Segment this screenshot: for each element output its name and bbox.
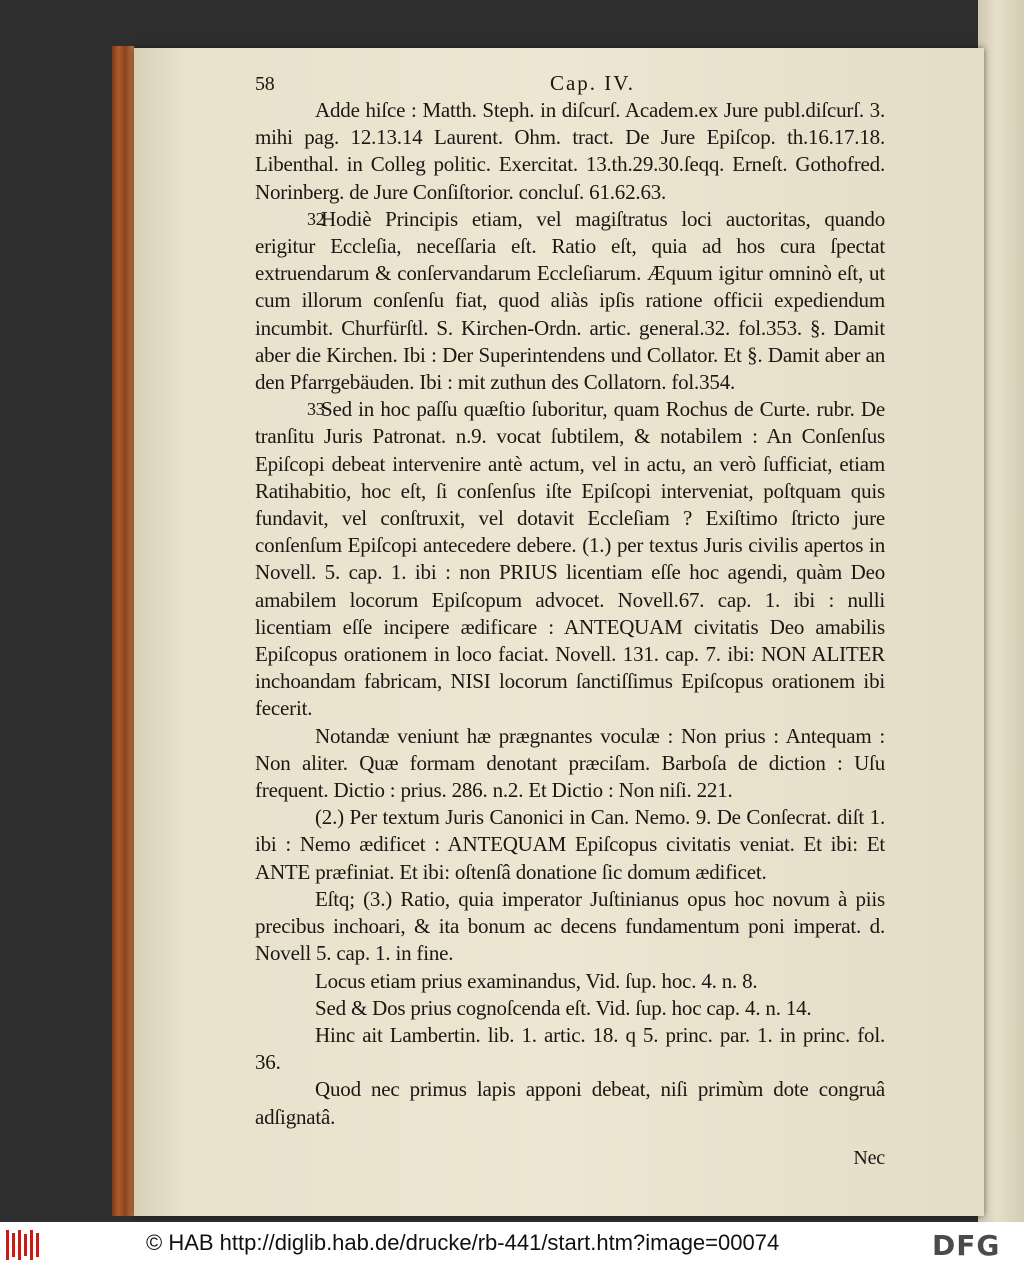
paragraph-notandae [255, 723, 885, 805]
paragraph-ratio [255, 886, 885, 968]
book-edge [112, 46, 134, 1216]
paragraph-32 [255, 206, 885, 396]
paragraph-text: Notandæ veniunt hæ prægnantes voculæ : Non prius : Antequam : Non aliter. Quæ formam denotant præciſam. Barboſa de diction : Uſu frequent. Dictio : prius. 286. n.2. Et Dictio : Non niſi. 221. [255, 723, 885, 803]
paragraph-text: Eſtq; (3.) Ratio, quia imperator Juſtinianus opus hoc novum à piis precibus inchoari, & ita bonum ac decens fundamentum poni imperat. d. Novell 5. cap. 1. in fine. [255, 886, 885, 966]
margin-number: 32 [307, 208, 325, 229]
hab-logo-icon [4, 1230, 44, 1260]
paragraph-text: Adde hiſce : Matth. Steph. in diſcurſ. Academ.ex Jure publ.diſcurſ. 3. mihi pag. 12.13.14 Laurent. Ohm. tract. De Jure Epiſcop. th.16.17.18. Libenthal. in Colleg politic. Exercitat. 13.th.29.30.ſeqq. Erneſt. Gothofred. Norinberg. de Jure Conſiſtorior. concluſ. 61.62.63. [255, 98, 885, 204]
paragraph-text: Hinc ait Lambertin. lib. 1. artic. 18. q 5. princ. par. 1. in princ. fol. 36. [255, 1022, 885, 1075]
paragraph-text: Sed in hoc paſſu quæſtio ſuboritur, quam Rochus de Curte. rubr. De tranſitu Juris Patronat. n.9. vocat ſubtilem, & notabilem : An Conſenſus Epiſcopi debeat intervenire antè actum, vel in actu, an verò ſufficiat, etiam Ratihabitio, hoc eſt, ſi conſenſus iſte Epiſcopi interveniat, poſtquam quis fundavit, vel conſtruxit, vel dotavit Eccleſiam ? Exiſtimo ſtricto jure conſenſum Epiſcopi antecedere debere. (1.) per textus Juris civilis apertos in Novell. 5. cap. 1. ibi : non PRIUS licentiam eſſe hoc agendi, quàm Deo amabilem locorum Epiſcopum advocet. Novell.67. cap. 1. ibi : nulli licentiam eſſe incipere ædificare : ANTEQUAM civitatis Deo amabilis Epiſcopus orationem in loco faciat. Novell. 131. cap. 7. ibi: NON ALITER inchoandam fabricam, NISI locorum ſanctiſſimus Epiſcopus orationem ibi fecerit. [255, 397, 885, 721]
paragraph-text: Hodiè Principis etiam, vel magiſtratus loci auctoritas, quando erigitur Eccleſia, neceſſaria eſt. Ratio eſt, quia ad hos cura ſpectat extruendarum & conſervandarum Eccleſiarum. Æquum igitur omninò eſt, ut cum illorum conſenſu fiat, quod aliàs ipſis ratione officii expediendum incumbit. Churfürſtl. S. Kirchen-Ordn. artic. general.32. fol.353. §. Damit aber die Kirchen. Ibi : Der Superintendens und Collator. Et §. Damit aber an den Pfarrgebäuden. Ibi : mit zuthun des Collatorn. fol.354. [255, 206, 885, 395]
footer-bar [0, 1222, 1024, 1268]
paragraph-text: (2.) Per textum Juris Canonici in Can. Nemo. 9. De Conſecrat. diſt 1. ibi : Nemo ædificet : ANTEQUAM Epiſcopus civitatis veniat. Et ibi: Et ANTE præfiniat. Et ibi: oſtenſâ donatione ſic domum ædificet. [255, 805, 885, 884]
margin-number: 33 [307, 399, 325, 420]
paragraph-addenda [255, 97, 885, 206]
catchword: Nec [853, 1146, 885, 1169]
next-page-edge [978, 0, 1024, 1222]
paragraph-dos [255, 995, 885, 1022]
copyright-credit[interactable]: © HAB http://diglib.hab.de/drucke/rb-441/start.htm?image=00074 [146, 1230, 780, 1255]
paragraph-text: Sed & Dos prius cognoſcenda eſt. Vid. ſup. hoc cap. 4. n. 14. [315, 995, 812, 1020]
paragraph-33 [255, 396, 885, 722]
page-text [255, 70, 885, 1172]
paragraph-text: Locus etiam prius examinandus, Vid. ſup. hoc. 4. n. 8. [315, 968, 758, 993]
page-number: 58 [255, 73, 275, 95]
paragraph-canon [255, 804, 885, 886]
paragraph-locus [255, 968, 885, 995]
paragraph-quod [255, 1076, 885, 1130]
chapter-heading: Cap. IV. [549, 71, 635, 95]
paragraph-text: Quod nec primus lapis apponi debeat, niſi primùm dote congruâ adſignatâ. [255, 1077, 885, 1129]
dfg-logo: DFG [932, 1229, 1001, 1262]
paragraph-lambertin [255, 1022, 885, 1076]
page-header [255, 70, 885, 97]
